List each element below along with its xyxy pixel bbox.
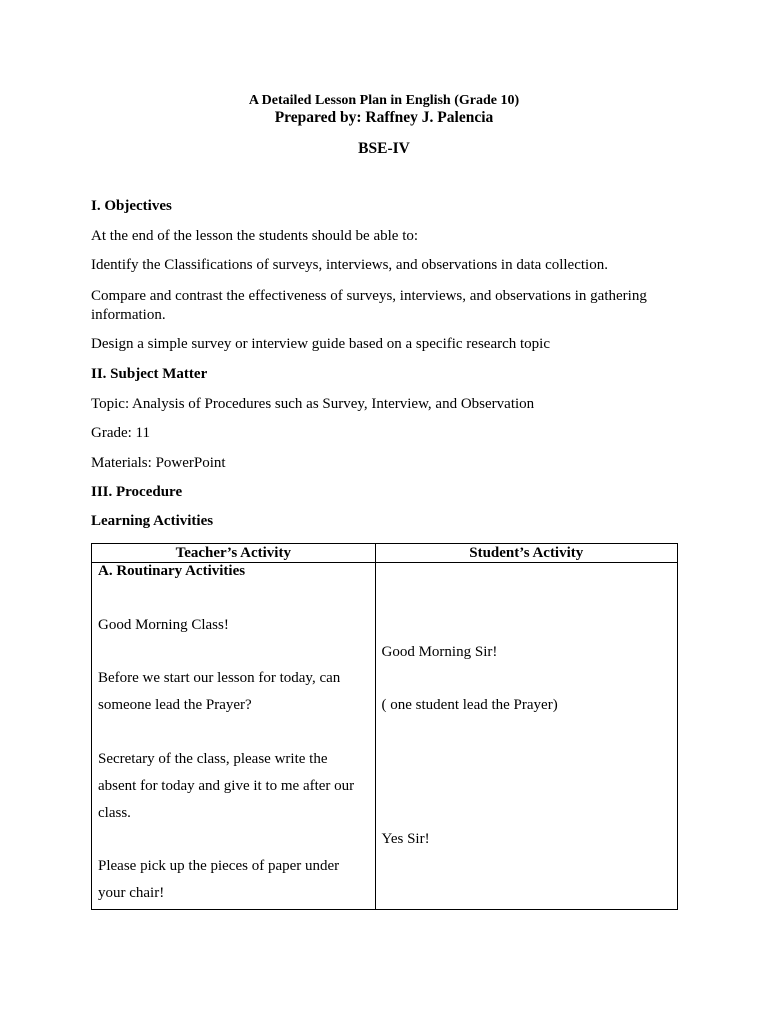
materials-line: Materials: PowerPoint	[91, 455, 226, 471]
student-activity-cell	[375, 563, 677, 910]
grade-line: Grade: 11	[91, 425, 151, 441]
teacher-line: someone lead the Prayer?	[98, 697, 252, 713]
course-label: BSE-IV	[358, 140, 410, 157]
document-title: A Detailed Lesson Plan in English (Grade 10)	[248, 93, 520, 108]
topic-line: Topic: Analysis of Procedures such as Survey, Interview, and Observation	[91, 396, 535, 412]
routinary-activities-label: A. Routinary Activities	[98, 563, 246, 579]
teacher-line: Before we start our lesson for today, can	[98, 670, 341, 686]
learning-activities-table	[91, 543, 678, 910]
teacher-activity-cell	[92, 563, 376, 910]
teacher-line: class.	[98, 805, 131, 821]
objective-item: Design a simple survey or interview guide based on a specific research topic	[91, 336, 551, 352]
teacher-line: absent for today and give it to me after our	[98, 778, 355, 794]
objectives-heading: I. Objectives	[91, 198, 172, 214]
teacher-activity-header: Teacher’s Activity	[92, 544, 376, 563]
teacher-line: Good Morning Class!	[98, 617, 229, 633]
learning-activities-heading: Learning Activities	[91, 513, 214, 529]
student-line: Good Morning Sir!	[381, 644, 498, 660]
procedure-heading: III. Procedure	[91, 484, 183, 500]
prepared-by: Prepared by: Raffney J. Palencia	[274, 109, 494, 126]
student-line: Yes Sir!	[381, 831, 430, 847]
teacher-line: Please pick up the pieces of paper under	[98, 858, 340, 874]
objectives-intro: At the end of the lesson the students should be able to:	[91, 228, 419, 244]
subject-matter-heading: II. Subject Matter	[91, 366, 208, 382]
table-header-row	[92, 544, 678, 563]
table-row	[92, 563, 678, 910]
objective-item: Identify the Classifications of surveys, interviews, and observations in data collection.	[91, 257, 608, 273]
teacher-line: Secretary of the class, please write the	[98, 751, 328, 767]
student-line: ( one student lead the Prayer)	[381, 697, 558, 713]
teacher-line: your chair!	[98, 885, 165, 901]
student-activity-header: Student’s Activity	[375, 544, 677, 563]
objective-item: Compare and contrast the effectiveness of surveys, interviews, and observations in gathering information.	[91, 288, 647, 323]
